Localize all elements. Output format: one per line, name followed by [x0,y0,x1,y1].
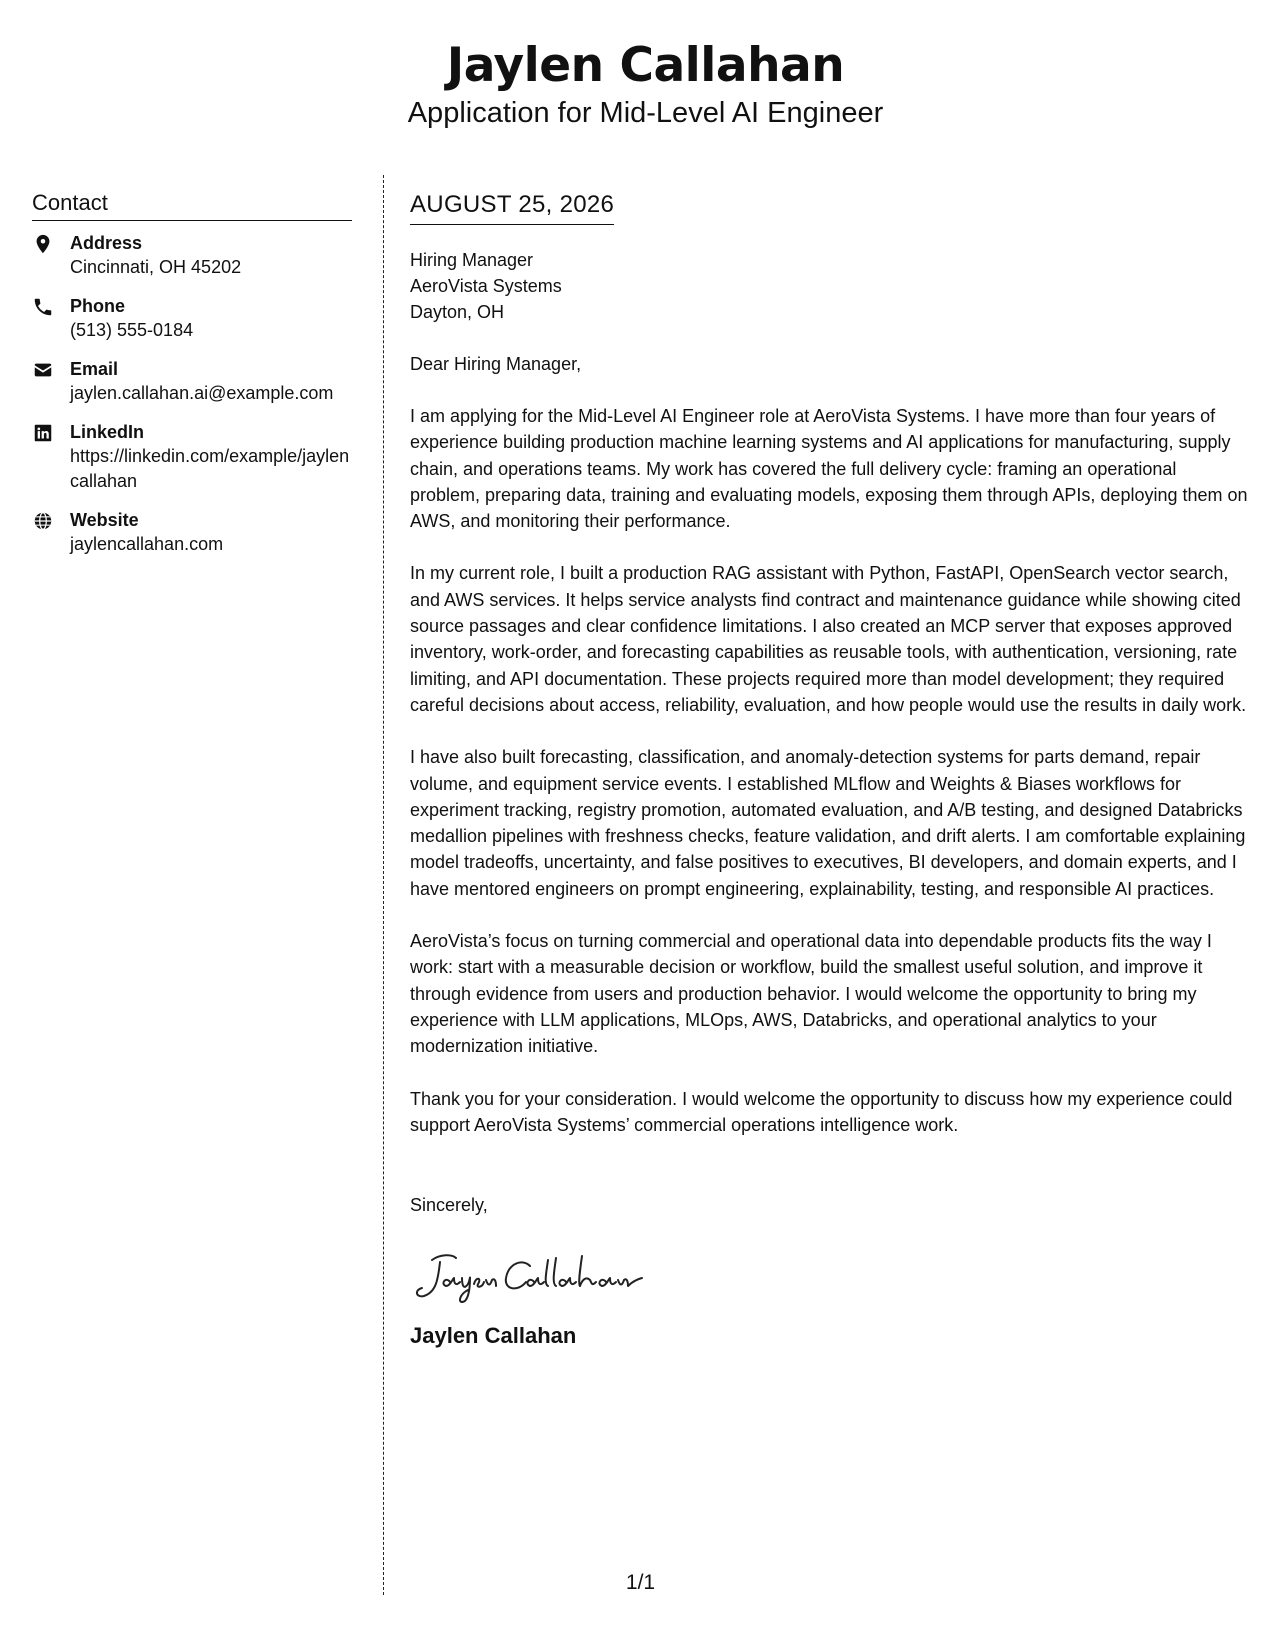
linkedin-value[interactable]: https://linkedin.com/example/jaylencallahan [70,446,350,491]
contact-item-linkedin [32,420,352,494]
contact-label: Email [70,359,119,379]
phone-value[interactable]: (513) 555-0184 [70,320,194,340]
contact-label: LinkedIn [70,422,145,442]
column-divider [383,175,384,1595]
recipient-title: Hiring Manager [410,250,534,270]
letter-paragraph: AeroVista’s focus on turning commercial and operational data into dependable products fits the way I work: start with a measurable decision or workflow, build the smallest useful solution, and improve it through evidence from users and production behavior. I would welcome the opportunity to bring my experience with LLM applications, MLOps, AWS, Databricks, and operational analytics to your modernization initiative. [410,931,1212,1057]
contact-title: Contact [32,190,352,221]
application-subtitle: Application for Mid-Level AI Engineer [407,97,884,129]
signer-name: Jaylen Callahan [410,1323,577,1349]
letter-paragraph: In my current role, I built a production RAG assistant with Python, FastAPI, OpenSearch vector search, and AWS services. It helps service analysts find contract and maintenance guidance while showing cited source passages and clear confidence limitations. I also created an MCP server that exposes approved inventory, work-order, and forecasting capabilities as reusable tools, with authentication, versioning, rate limiting, and API documentation. These projects required more than model development; they required careful decisions about access, reliability, evaluation, and how people would use the results in daily work. [410,563,1247,715]
letter-body [410,190,1250,1350]
contact-label: Phone [70,296,126,316]
contact-item-address [32,231,352,280]
letter-paragraph: I have also built forecasting, classification, and anomaly-detection systems for parts demand, repair volume, and equipment service events. I established MLflow and Weights & Biases workflows for experiment tracking, registry promotion, automated evaluation, and A/B testing, and designed Databricks medallion pipelines with freshness checks, feature validation, and drift alerts. I am comfortable explaining model tradeoffs, uncertainty, and false positives to executives, BI developers, and domain experts, and I have mentored engineers on prompt engineering, explainability, testing, and responsible AI practices. [410,747,1246,899]
linkedin-icon [32,422,54,444]
phone-icon [32,296,54,318]
contact-item-phone [32,294,352,343]
document-header [0,36,1275,130]
applicant-name: Jaylen Callahan [446,38,845,93]
contact-sidebar [32,190,352,571]
address-value: Cincinnati, OH 45202 [70,257,242,277]
contact-label: Address [70,233,143,253]
salutation: Dear Hiring Manager, [410,354,582,374]
letter-date: AUGUST 25, 2026 [410,190,614,225]
handwritten-signature [410,1240,1250,1310]
page-number: 1/1 [625,1571,656,1594]
letter-paragraph: I am applying for the Mid-Level AI Engineer role at AeroVista Systems. I have more than four years of experience building production machine learning systems and AI applications for manufacturing, supply chain, and operations teams. My work has covered the full delivery cycle: framing an operational problem, preparing data, training and evaluating models, exposing them through APIs, deploying them on AWS, and monitoring their performance. [410,406,1248,532]
letter-paragraph: Thank you for your consideration. I would welcome the opportunity to discuss how my experience could support AeroVista Systems’ commercial operations intelligence work. [410,1088,1233,1135]
signature-image [410,1240,670,1310]
recipient-location: Dayton, OH [410,302,505,322]
website-value[interactable]: jaylencallahan.com [70,534,224,554]
envelope-icon [32,359,54,381]
contact-item-website [32,508,352,557]
globe-icon [32,510,54,532]
email-value[interactable]: jaylen.callahan.ai@example.com [70,383,334,403]
recipient-company: AeroVista Systems [410,276,562,296]
contact-item-email [32,357,352,406]
contact-label: Website [70,510,139,530]
recipient-block [410,247,1250,325]
location-pin-icon [32,233,54,255]
contact-list [32,231,352,557]
closing: Sincerely, [410,1195,488,1216]
